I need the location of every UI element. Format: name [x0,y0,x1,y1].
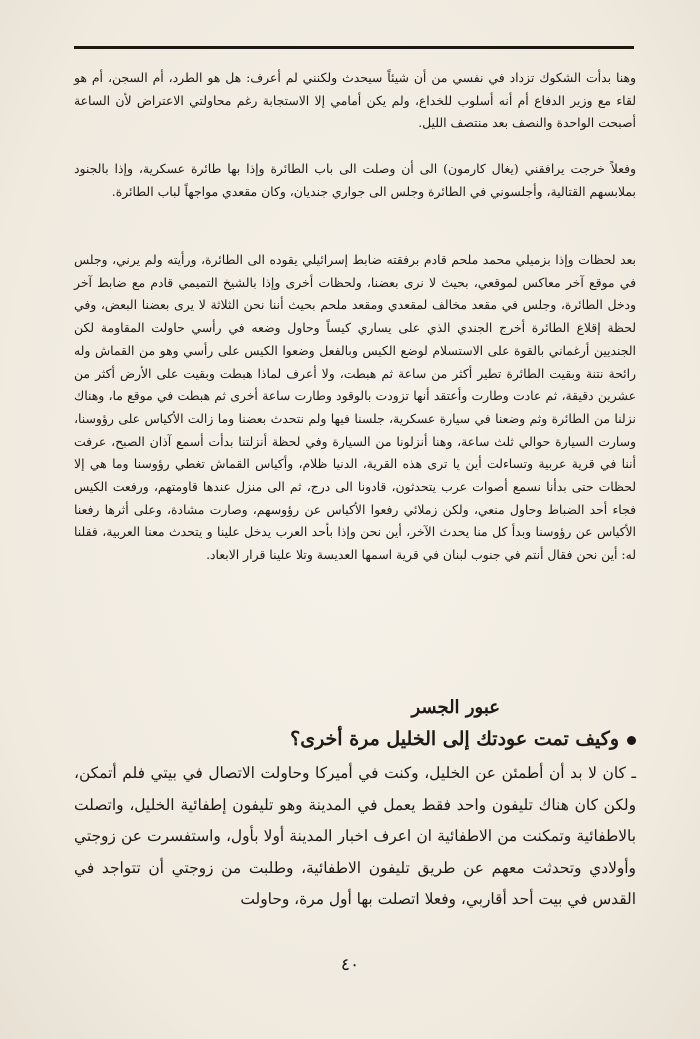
bullet-icon [627,736,636,745]
question-heading [290,728,636,750]
paragraph-3: بعد لحظات وإذا بزميلي محمد ملحم قادم برفقته ضابط إسرائيلي يقوده الى الطائرة، ورأيته ولم يرني، وجلس في موقع آخر معاكس لموقعي، بحيث لا نرى بعضنا، ولحظات أخرى وإذا بالشيخ التميمي قادم مع ضابط آخر ودخل الطائرة، وجلس في مقعد مخالف لمقعدي ومقعد ملحم بحيث أننا نحن الثلاثة لا يرى بعضنا البعض، وفي لحظة إقلاع الطائرة أخرج الجندي الذي على يساري كيساً وحاول وضعه في رأسي حاولت المقاومة لكن الجنديين أرغماني بالقوة على الاستسلام لوضع الكيس وبالفعل وضعوا الكيس على رأسي وهو من القماش وله رائحة نتنة وبقيت الطائرة تطير أكثر من ساعة ثم هبطت، ولا أعرف لماذا هبطت وبقيت على الأرض أكثر من عشرين دقيقة، ثم عادت وطارت وأعتقد أنها تزودت بالوقود وطارت ساعة أخرى ثم هبطت في موقع ما، وهناك نزلنا من الطائرة وثم وضعنا في سيارة عسكرية، جلسنا فيها ولم نتحدث بعضنا وما زالت الأكياس على رؤوسنا، وسارت السيارة حوالي ثلث ساعة، وهنا أنزلونا من السيارة وفي لحظة أنزلتنا بدأت أسمع آذان الصبح، عرفت أننا في قرية عربية وتساءلت أين يا ترى هذه القرية، الدنيا ظلام، وأكياس القماش تغطي رؤوسنا وما هي إلا لحظات حتى بدأنا نسمع أصوات عرب يتحدثون، قادونا الى درج، ثم الى منزل عندها قاومتهم، ورفعت الكيس فجاء أحد الضباط وحاول منعي، ولكن زملائي رفعوا الأكياس عن رؤوسهم، وصارت مشادة، وعلى أثرها رفعنا الأكياس عن رؤوسنا وبدأ كل منا يحدث الآخر، أين نحن وإذا بأحد العرب يدخل علينا و يتحدث معنا العربية، فقلنا له: أين نحن فقال أنتم في جنوب لبنان في قرية اسمها العديسة وتلا علينا قرار الابعاد. [74,252,636,563]
page-number: ٤٠ [340,955,360,975]
paragraph-1: وهنا بدأت الشكوك تزداد في نفسي من أن شيئاً سيحدث ولكنني لم أعرف: هل هو الطرد، أم السجن، أم هو لقاء مع وزير الدفاع أم أنه أسلوب للخداع، ولم يكن أمامي إلا الاستجابة رغم محاولتي الاعتراض لأن الساعة أصبحت الواحدة والنصف بعد منتصف الليل. [74,70,636,131]
paragraph-2: وفعلاً خرجت يرافقني (يغال كارمون) الى أن وصلت الى باب الطائرة وإذا بها طائرة عسكرية، وإذا بالجنود بملابسهم القتالية، وأجلسوني في الطائرة وجلس الى جواري جنديان، وكان مقعدي مواجهاً لباب الطائرة. [74,161,636,199]
top-rule [74,46,634,49]
question-text: وكيف تمت عودتك إلى الخليل مرة أخرى؟ [290,728,619,750]
section-title: عبور الجسر [411,697,500,718]
answer-paragraph: ـ كان لا بد أن أطمئن عن الخليل، وكنت في أميركا وحاولت الاتصال في بيتي فلم أتمكن، ولكن كان هناك تليفون واحد فقط يعمل في المدينة وهو تليفون إطفائية الخليل، واتصلت بالاطفائية وتمكنت من الاطفائية ان اعرف اخبار المدينة أولا بأول، واستفسرت عن زوجتي وأولادي وتحدثت معهم عن طريق تليفون الاطفائية، وطلبت من زوجتي أن تتواجد في القدس في بيت أحد أقاربي، وفعلا اتصلت بها أول مرة، وحاولت [74,764,636,908]
